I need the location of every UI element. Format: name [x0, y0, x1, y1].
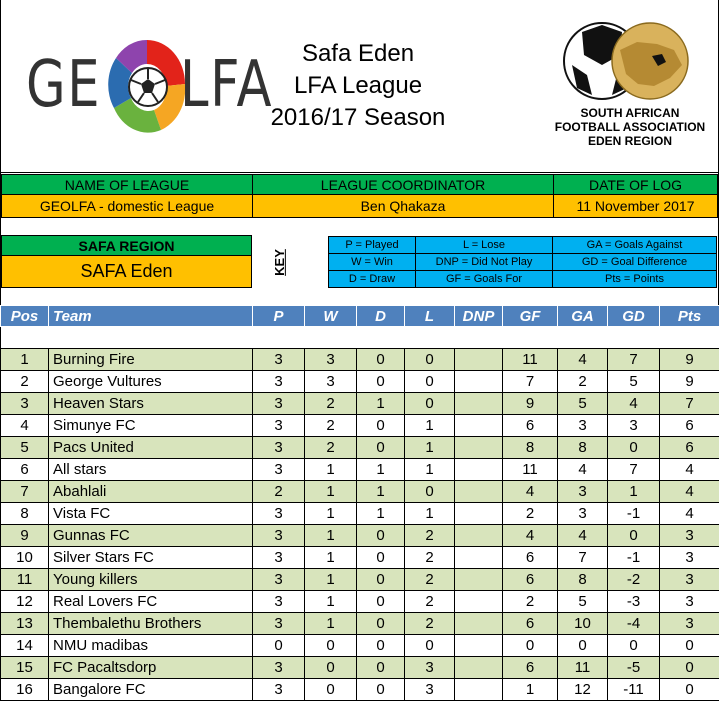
cell-gd: -11 — [608, 679, 660, 701]
league-coordinator-label: LEAGUE COORDINATOR — [252, 174, 554, 195]
table-row — [1, 503, 719, 525]
cell-d: 0 — [357, 547, 405, 569]
table-row — [1, 459, 719, 481]
cell-team: Young killers — [49, 569, 253, 591]
cell-gf: 11 — [503, 349, 558, 371]
cell-pos: 4 — [1, 415, 49, 437]
cell-pts: 6 — [660, 415, 719, 437]
key-goals-against: GA = Goals Against — [552, 236, 717, 254]
cell-gf: 6 — [503, 657, 558, 679]
cell-l: 1 — [405, 437, 455, 459]
table-row — [1, 657, 719, 679]
cell-w: 0 — [305, 635, 357, 657]
cell-w: 1 — [305, 481, 357, 503]
cell-pts: 3 — [660, 547, 719, 569]
cell-dnp — [455, 481, 503, 503]
col-header-ga: GA — [558, 306, 608, 327]
cell-pts: 3 — [660, 569, 719, 591]
cell-gd: 1 — [608, 481, 660, 503]
cell-d: 0 — [357, 437, 405, 459]
table-row — [1, 569, 719, 591]
cell-p: 2 — [253, 481, 305, 503]
cell-dnp — [455, 613, 503, 635]
cell-pos: 6 — [1, 459, 49, 481]
cell-p: 3 — [253, 525, 305, 547]
cell-gf: 11 — [503, 459, 558, 481]
cell-dnp — [455, 349, 503, 371]
table-row — [1, 393, 719, 415]
cell-d: 1 — [357, 481, 405, 503]
cell-gf: 8 — [503, 437, 558, 459]
cell-pos: 14 — [1, 635, 49, 657]
key-did-not-play: DNP = Did Not Play — [415, 253, 553, 271]
cell-ga: 2 — [558, 371, 608, 393]
col-header-l: L — [405, 306, 455, 327]
cell-gf: 9 — [503, 393, 558, 415]
cell-gd: -1 — [608, 503, 660, 525]
safa-logo-text-3: EDEN REGION — [550, 134, 710, 148]
safa-logo-text-2: FOOTBALL ASSOCIATION — [550, 120, 710, 134]
cell-pts: 7 — [660, 393, 719, 415]
cell-d: 0 — [357, 679, 405, 701]
cell-d: 0 — [357, 635, 405, 657]
cell-l: 3 — [405, 679, 455, 701]
cell-dnp — [455, 525, 503, 547]
col-header-gf: GF — [503, 306, 558, 327]
cell-dnp — [455, 679, 503, 701]
cell-pos: 9 — [1, 525, 49, 547]
cell-gd: -5 — [608, 657, 660, 679]
cell-ga: 10 — [558, 613, 608, 635]
cell-l: 2 — [405, 613, 455, 635]
cell-w: 2 — [305, 415, 357, 437]
cell-team: Silver Stars FC — [49, 547, 253, 569]
cell-pts: 4 — [660, 459, 719, 481]
safa-logo-text-1: SOUTH AFRICAN — [550, 106, 710, 120]
cell-gd: -1 — [608, 547, 660, 569]
cell-team: All stars — [49, 459, 253, 481]
cell-p: 3 — [253, 547, 305, 569]
cell-w: 0 — [305, 679, 357, 701]
cell-p: 3 — [253, 437, 305, 459]
cell-ga: 12 — [558, 679, 608, 701]
cell-pos: 5 — [1, 437, 49, 459]
cell-d: 1 — [357, 393, 405, 415]
cell-ga: 4 — [558, 525, 608, 547]
cell-ga: 7 — [558, 547, 608, 569]
title-line-1: Safa Eden — [250, 40, 466, 68]
cell-gd: -3 — [608, 591, 660, 613]
cell-gd: 3 — [608, 415, 660, 437]
key-label-box — [268, 236, 290, 288]
cell-team: Heaven Stars — [49, 393, 253, 415]
col-header-pts: Pts — [660, 306, 719, 327]
cell-gf: 6 — [503, 569, 558, 591]
cell-team: George Vultures — [49, 371, 253, 393]
cell-l: 1 — [405, 459, 455, 481]
cell-w: 3 — [305, 349, 357, 371]
title-line-2: LFA League — [250, 72, 466, 100]
cell-team: Thembalethu Brothers — [49, 613, 253, 635]
cell-dnp — [455, 437, 503, 459]
date-of-log-label: DATE OF LOG — [553, 174, 718, 195]
cell-ga: 4 — [558, 349, 608, 371]
table-row — [1, 547, 719, 569]
cell-team: NMU madibas — [49, 635, 253, 657]
col-header-pos: Pos — [1, 306, 49, 327]
cell-p: 3 — [253, 591, 305, 613]
cell-pts: 0 — [660, 657, 719, 679]
table-header-row — [1, 306, 719, 327]
cell-p: 3 — [253, 349, 305, 371]
cell-l: 2 — [405, 547, 455, 569]
cell-dnp — [455, 657, 503, 679]
cell-w: 1 — [305, 613, 357, 635]
key-played: P = Played — [328, 236, 416, 254]
cell-dnp — [455, 591, 503, 613]
cell-p: 3 — [253, 657, 305, 679]
cell-dnp — [455, 415, 503, 437]
cell-team: Bangalore FC — [49, 679, 253, 701]
cell-p: 3 — [253, 503, 305, 525]
league-table — [0, 305, 719, 701]
cell-l: 1 — [405, 415, 455, 437]
cell-gf: 6 — [503, 547, 558, 569]
cell-d: 1 — [357, 459, 405, 481]
safa-emblem-icon — [562, 20, 692, 102]
cell-gf: 4 — [503, 525, 558, 547]
cell-d: 0 — [357, 415, 405, 437]
cell-pos: 3 — [1, 393, 49, 415]
cell-dnp — [455, 371, 503, 393]
cell-pos: 2 — [1, 371, 49, 393]
table-row — [1, 635, 719, 657]
cell-dnp — [455, 459, 503, 481]
table-row — [1, 371, 719, 393]
cell-ga: 8 — [558, 569, 608, 591]
header-divider — [0, 172, 719, 173]
cell-l: 1 — [405, 503, 455, 525]
name-of-league-label: NAME OF LEAGUE — [1, 174, 253, 195]
cell-d: 0 — [357, 613, 405, 635]
cell-p: 3 — [253, 459, 305, 481]
cell-gd: 5 — [608, 371, 660, 393]
cell-w: 2 — [305, 393, 357, 415]
cell-l: 2 — [405, 591, 455, 613]
cell-l: 2 — [405, 525, 455, 547]
safa-region-value: SAFA Eden — [1, 255, 252, 288]
col-header-d: D — [357, 306, 405, 327]
cell-pos: 12 — [1, 591, 49, 613]
cell-ga: 0 — [558, 635, 608, 657]
cell-pts: 3 — [660, 525, 719, 547]
cell-gd: 0 — [608, 525, 660, 547]
key-goals-for: GF = Goals For — [415, 270, 553, 288]
cell-team: Vista FC — [49, 503, 253, 525]
cell-ga: 5 — [558, 393, 608, 415]
cell-p: 3 — [253, 569, 305, 591]
table-row — [1, 525, 719, 547]
cell-pts: 6 — [660, 437, 719, 459]
cell-pos: 1 — [1, 349, 49, 371]
cell-dnp — [455, 503, 503, 525]
cell-l: 0 — [405, 371, 455, 393]
league-name-value: GEOLFA - domestic League — [1, 194, 253, 218]
cell-p: 3 — [253, 679, 305, 701]
col-header-dnp: DNP — [455, 306, 503, 327]
cell-ga: 11 — [558, 657, 608, 679]
safa-logo — [550, 20, 710, 150]
cell-w: 3 — [305, 371, 357, 393]
cell-w: 1 — [305, 525, 357, 547]
cell-gd: 7 — [608, 349, 660, 371]
cell-ga: 5 — [558, 591, 608, 613]
cell-ga: 3 — [558, 415, 608, 437]
table-row — [1, 349, 719, 371]
cell-team: FC Pacaltsdorp — [49, 657, 253, 679]
cell-w: 1 — [305, 547, 357, 569]
key-draw: D = Draw — [328, 270, 416, 288]
cell-l: 2 — [405, 569, 455, 591]
cell-pts: 3 — [660, 591, 719, 613]
cell-d: 0 — [357, 349, 405, 371]
cell-gd: -2 — [608, 569, 660, 591]
cell-dnp — [455, 393, 503, 415]
cell-d: 0 — [357, 569, 405, 591]
cell-p: 0 — [253, 635, 305, 657]
cell-p: 3 — [253, 371, 305, 393]
cell-pos: 10 — [1, 547, 49, 569]
cell-w: 1 — [305, 591, 357, 613]
cell-pos: 15 — [1, 657, 49, 679]
table-row — [1, 613, 719, 635]
cell-w: 1 — [305, 503, 357, 525]
table-row — [1, 679, 719, 701]
cell-l: 0 — [405, 393, 455, 415]
cell-team: Burning Fire — [49, 349, 253, 371]
cell-gd: 0 — [608, 635, 660, 657]
cell-l: 0 — [405, 481, 455, 503]
cell-team: Pacs United — [49, 437, 253, 459]
table-spacer-row — [1, 327, 719, 349]
cell-d: 1 — [357, 503, 405, 525]
cell-dnp — [455, 547, 503, 569]
geolfa-logo — [26, 38, 246, 138]
coordinator-value: Ben Qhakaza — [252, 194, 554, 218]
cell-dnp — [455, 635, 503, 657]
cell-pts: 9 — [660, 371, 719, 393]
cell-w: 0 — [305, 657, 357, 679]
cell-gf: 6 — [503, 613, 558, 635]
cell-ga: 3 — [558, 481, 608, 503]
table-row — [1, 591, 719, 613]
cell-d: 0 — [357, 525, 405, 547]
table-row — [1, 415, 719, 437]
cell-ga: 8 — [558, 437, 608, 459]
cell-l: 0 — [405, 635, 455, 657]
logo-prefix: GE — [26, 48, 101, 122]
logo-suffix: LFA — [180, 48, 273, 122]
cell-gf: 4 — [503, 481, 558, 503]
cell-gf: 1 — [503, 679, 558, 701]
key-win: W = Win — [328, 253, 416, 271]
cell-gd: -4 — [608, 613, 660, 635]
cell-gf: 6 — [503, 415, 558, 437]
cell-d: 0 — [357, 657, 405, 679]
key-lose: L = Lose — [415, 236, 553, 254]
key-goal-difference: GD = Goal Difference — [552, 253, 717, 271]
cell-w: 1 — [305, 459, 357, 481]
cell-pts: 0 — [660, 679, 719, 701]
cell-gd: 7 — [608, 459, 660, 481]
cell-pts: 3 — [660, 613, 719, 635]
cell-pos: 7 — [1, 481, 49, 503]
soccer-ball-icon — [106, 38, 188, 138]
key-label: KEY — [272, 249, 287, 276]
cell-p: 3 — [253, 415, 305, 437]
cell-team: Abahlali — [49, 481, 253, 503]
cell-pts: 9 — [660, 349, 719, 371]
cell-pts: 0 — [660, 635, 719, 657]
cell-team: Simunye FC — [49, 415, 253, 437]
title-line-3: 2016/17 Season — [250, 104, 466, 132]
cell-d: 0 — [357, 591, 405, 613]
key-points: Pts = Points — [552, 270, 717, 288]
date-of-log-value: 11 November 2017 — [553, 194, 718, 218]
cell-gd: 0 — [608, 437, 660, 459]
cell-pos: 8 — [1, 503, 49, 525]
cell-gd: 4 — [608, 393, 660, 415]
cell-p: 3 — [253, 613, 305, 635]
cell-dnp — [455, 569, 503, 591]
cell-gf: 2 — [503, 503, 558, 525]
cell-team: Gunnas FC — [49, 525, 253, 547]
cell-pos: 16 — [1, 679, 49, 701]
cell-gf: 2 — [503, 591, 558, 613]
col-header-team: Team — [49, 306, 253, 327]
cell-pos: 11 — [1, 569, 49, 591]
cell-w: 2 — [305, 437, 357, 459]
cell-l: 0 — [405, 349, 455, 371]
cell-ga: 3 — [558, 503, 608, 525]
col-header-w: W — [305, 306, 357, 327]
table-row — [1, 481, 719, 503]
cell-pts: 4 — [660, 503, 719, 525]
cell-d: 0 — [357, 371, 405, 393]
cell-team: Real Lovers FC — [49, 591, 253, 613]
cell-w: 1 — [305, 569, 357, 591]
table-row — [1, 437, 719, 459]
safa-region-label: SAFA REGION — [1, 235, 252, 256]
col-header-gd: GD — [608, 306, 660, 327]
cell-pts: 4 — [660, 481, 719, 503]
cell-gf: 7 — [503, 371, 558, 393]
col-header-p: P — [253, 306, 305, 327]
cell-pos: 13 — [1, 613, 49, 635]
cell-gf: 0 — [503, 635, 558, 657]
cell-l: 3 — [405, 657, 455, 679]
spacer-cell — [1, 327, 719, 349]
cell-ga: 4 — [558, 459, 608, 481]
cell-p: 3 — [253, 393, 305, 415]
